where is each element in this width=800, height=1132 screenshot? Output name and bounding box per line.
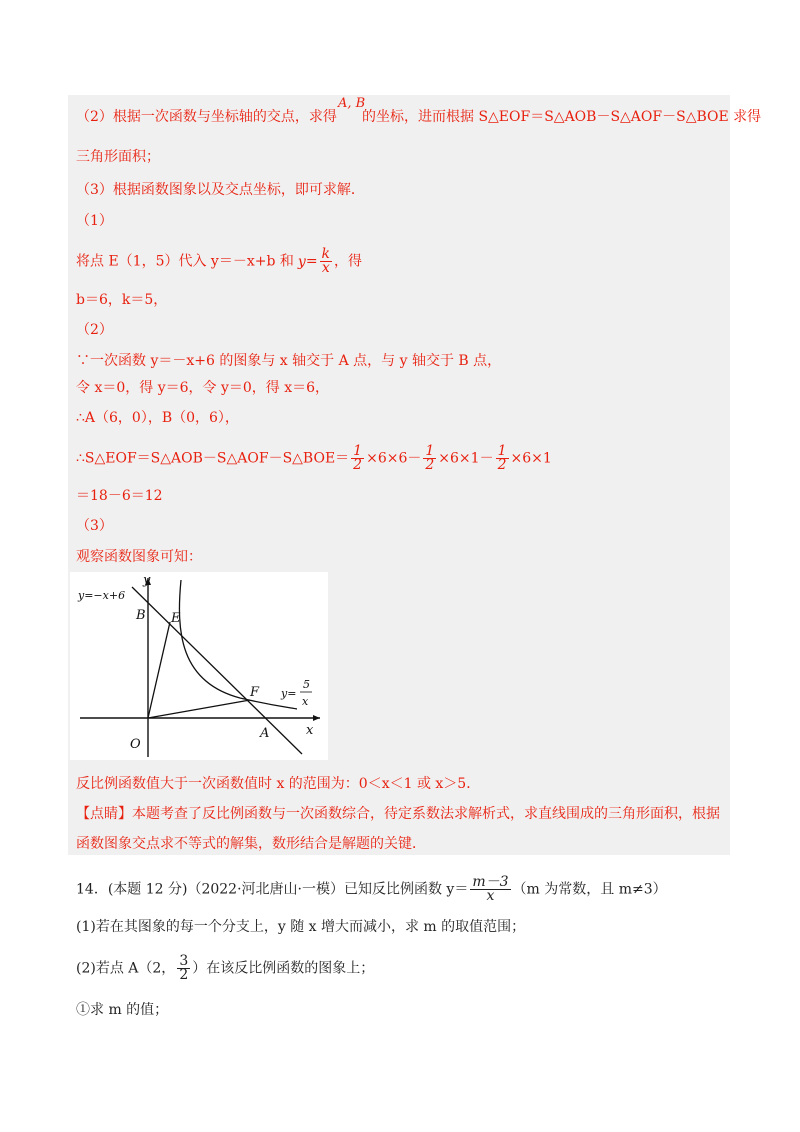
part1-substitute: 将点 E（1，5）代入 y＝－x+b 和 y= $\frac{k}{x}$ ，得 (76, 246, 363, 276)
part3-observe: 观察函数图象可知： (76, 549, 202, 565)
comment-tag: 【点睛】 (76, 806, 132, 822)
label-a: A (260, 726, 270, 741)
segment-of (148, 700, 250, 718)
explain-line-3: （3）根据函数图象以及交点坐标，即可求解． (76, 182, 365, 198)
ab-label: A, B (338, 96, 366, 111)
label-curve-y: y= (281, 687, 297, 700)
label-curve-den: x (302, 695, 309, 708)
label-curve-num: 5 (303, 678, 310, 691)
part2-because: ∵一次函数 y＝－x+6 的图象与 x 轴交于 A 点，与 y 轴交于 B 点， (76, 353, 502, 369)
label-o: O (130, 737, 141, 752)
part2-points: ∴A（6，0），B（0，6）， (76, 410, 239, 426)
segment-oe (148, 622, 170, 718)
line-graph (132, 587, 302, 754)
label-f: F (250, 685, 260, 700)
explain-line-2-cont: 三角形面积； (76, 149, 160, 165)
part3-label: （3） (76, 518, 113, 534)
hyperbola-graph (179, 580, 297, 709)
x-axis-arrow (313, 715, 320, 721)
part2-let: 令 x＝0，得 y＝6，令 y＝0，得 x＝6， (76, 380, 330, 396)
part1-label: （1） (76, 213, 113, 229)
q14-part1: (1)若在其图象的每一个分支上，y 随 x 增大而减小，求 m 的取值范围； (76, 919, 526, 935)
q14-part2-sub1: ①求 m 的值； (76, 1002, 169, 1018)
part2-area: ∴S△EOF＝S△AOB－S△AOF－S△BOE＝ $\frac{1}{2}$ ×6×6－ $\frac{1}{2}$ ×6×1－ $\frac{1}{2}$ ×6×1 (76, 443, 552, 473)
label-x: x (306, 723, 314, 738)
q14-stem: 14．(本题 12 分)（2022·河北唐山·一模）已知反比例函数 y＝ $\frac{m-3}{x}$ （m 为常数，且 m≠3） (76, 874, 667, 904)
comment-text: 本题考查了反比例函数与一次函数综合，待定系数法求解析式，求直线围成的三角形面积，根据 (132, 806, 720, 822)
q14-part2: (2)若点 A（2， $\frac{3}{2}$ ）在该反比例函数的图象上； (76, 953, 375, 983)
part3-answer: 反比例函数值大于一次函数值时 x 的范围为：0＜x＜1 或 x＞5． (76, 776, 481, 792)
comment-line (76, 804, 720, 824)
part2-area-result: ＝18－6＝12 (76, 488, 163, 504)
label-b: B (136, 608, 146, 623)
label-line-eq: y=−x+6 (78, 589, 126, 602)
label-y: y (143, 573, 151, 588)
explain-line-2-post: 的坐标，进而根据 S△EOF＝S△AOB－S△AOF－S△BOE 求得 (362, 109, 762, 125)
part1-result: b＝6，k＝5， (76, 292, 168, 308)
function-graph (70, 572, 328, 760)
label-e: E (171, 611, 181, 626)
part2-label: （2） (76, 322, 113, 338)
explain-line-2: （2）根据一次函数与坐标轴的交点，求得 (76, 109, 337, 125)
comment-cont: 函数图象交点求不等式的解集，数形结合是解题的关键． (76, 836, 426, 852)
